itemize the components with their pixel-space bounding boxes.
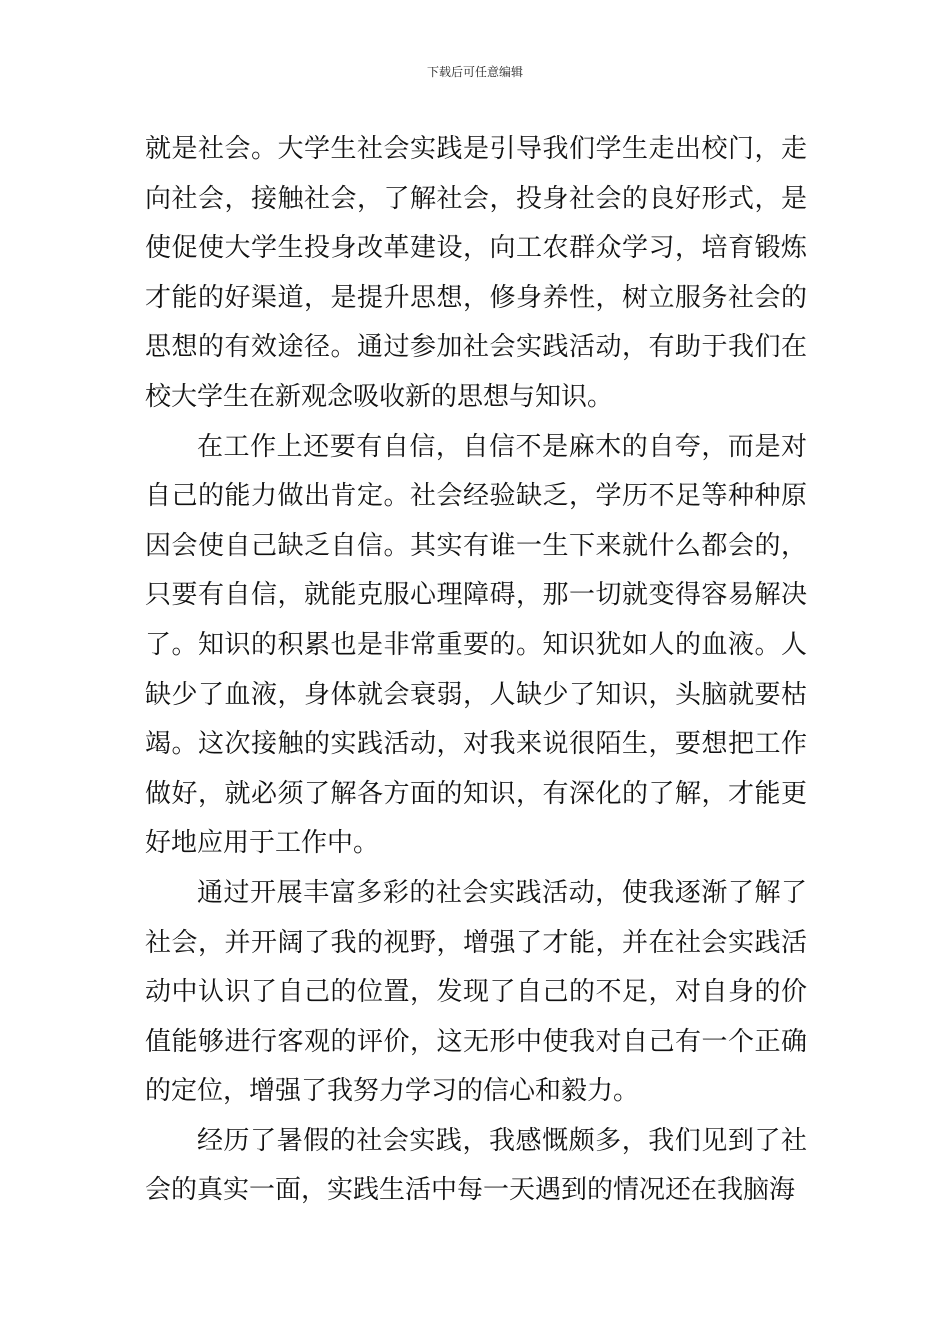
paragraph-3: 通过开展丰富多彩的社会实践活动，使我逐渐了解了社会，并开阔了我的视野，增强了才能，并在社会实践活动中认识了自己的位置，发现了自己的不足，对自身的价值能够进行客观的评价，这无形中使我对自己有一个正确的定位，增强了我努力学习的信心和毅力。 [145, 877, 807, 1107]
paragraph-1: 就是社会。大学生社会实践是引导我们学生走出校门，走向社会，接触社会，了解社会，投身社会的良好形式，是使促使大学生投身改革建设，向工农群众学习，培育锻炼才能的好渠道，是提升思想，修身养性，树立服务社会的思想的有效途径。通过参加社会实践活动，有助于我们在校大学生在新观念吸收新的思想与知识。 [145, 134, 807, 412]
document-body [145, 125, 807, 1216]
paragraph-4: 经历了暑假的社会实践，我感慨颇多，我们见到了社会的真实一面，实践生活中每一天遇到的情况还在我脑海 [145, 1125, 807, 1206]
paragraph-2: 在工作上还要有自信，自信不是麻木的自夸，而是对自己的能力做出肯定。社会经验缺乏，学历不足等种种原因会使自己缺乏自信。其实有谁一生下来就什么都会的，只要有自信，就能克服心理障碍，那一切就变得容易解决了。知识的积累也是非常重要的。知识犹如人的血液。人缺少了血液，身体就会衰弱，人缺少了知识，头脑就要枯竭。这次接触的实践活动，对我来说很陌生，要想把工作做好，就必须了解各方面的知识，有深化的了解，才能更好地应用于工作中。 [145, 431, 807, 859]
page-header: 下载后可任意编辑 [426, 65, 523, 79]
